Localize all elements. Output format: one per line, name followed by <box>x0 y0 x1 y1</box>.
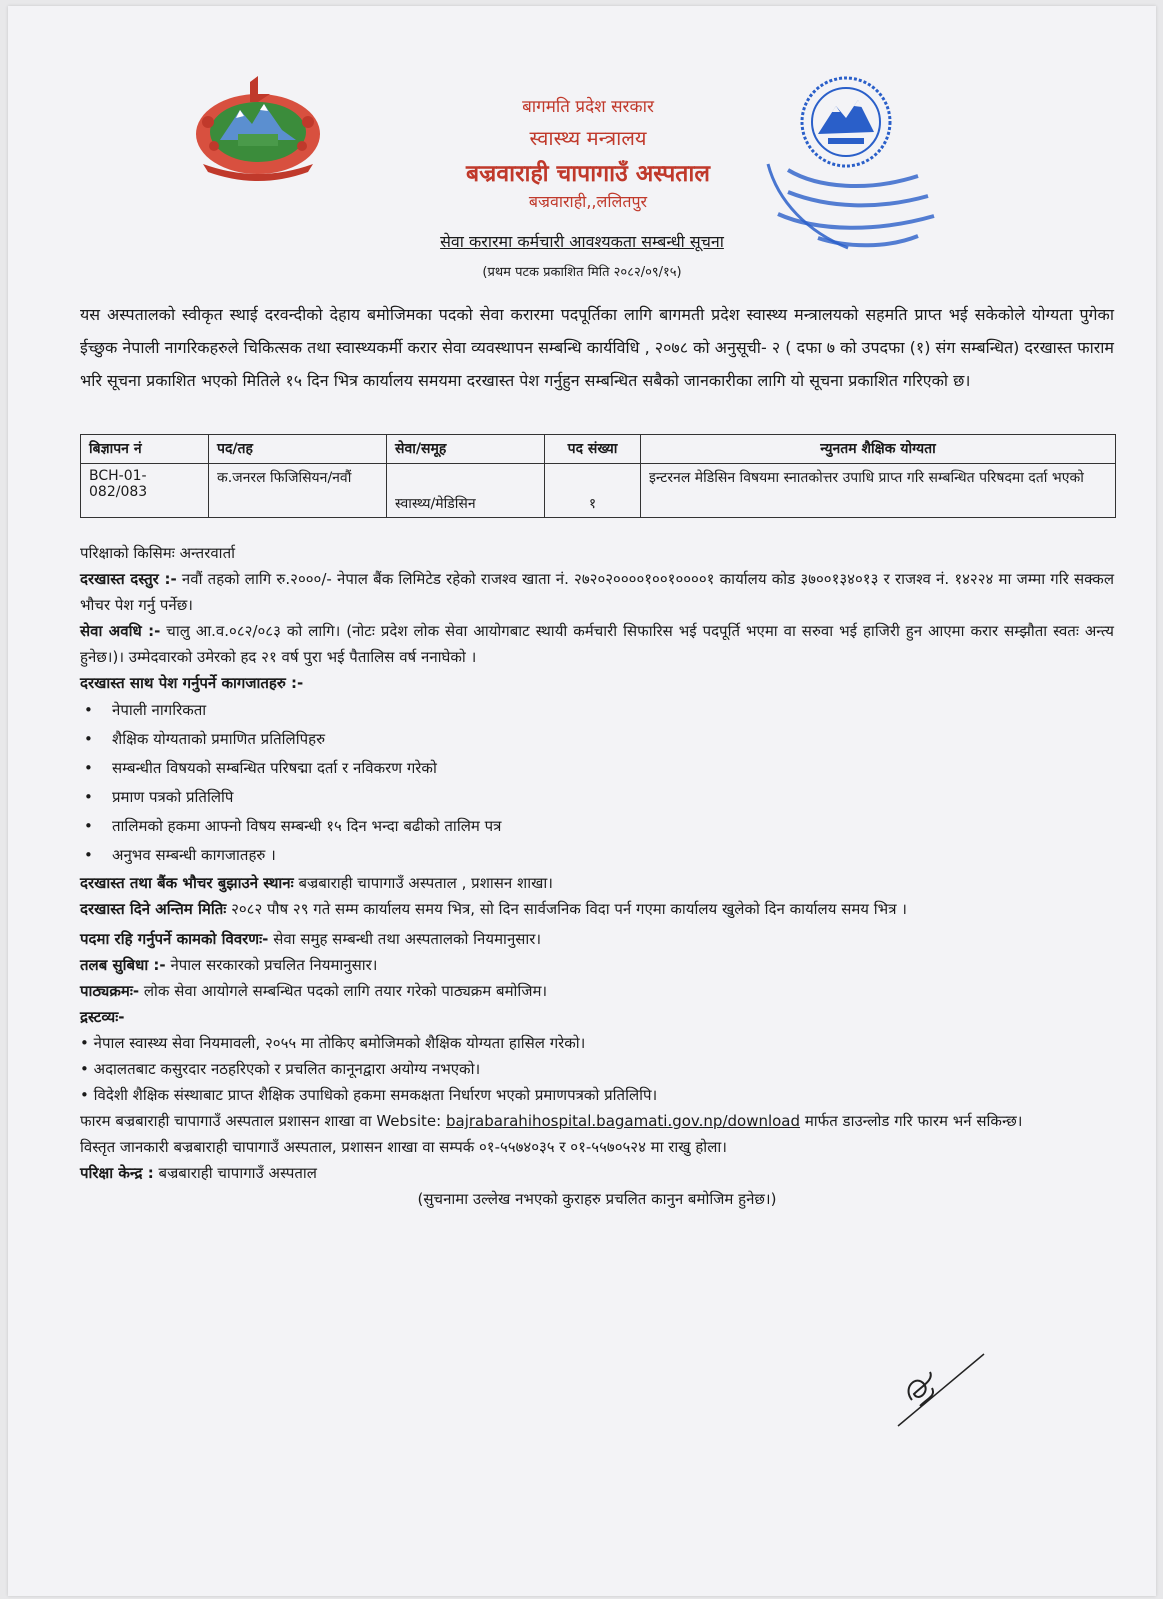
cell-qualification: इन्टरनल मेडिसिन विषयमा स्नातकोत्तर उपाधि प्राप्त गरि सम्बन्धित परिषदमा दर्ता भएको <box>641 464 1116 518</box>
col-post: पद/तह <box>209 435 387 464</box>
list-item: • नेपाल स्वास्थ्य सेवा नियमावली, २०५५ मा तोकिए बमोजिमको शैक्षिक योग्यता हासिल गरेको। <box>80 1034 586 1052</box>
notes-heading: द्रस्टव्यः- <box>80 1008 125 1026</box>
header-province: बागमति प्रदेश सरकार <box>522 97 654 117</box>
col-count: पद संख्या <box>545 435 641 464</box>
service-period: सेवा अवधि :- चालु आ.व.०८२/०८३ को लागि। (नोटः प्रदेश लोक सेवा आयोगबाट स्थायी कर्मचारी सिफारिस भई पदपूर्ति भएमा वा सरुवा भई हाजिरी हुन आएमा करार सम्झौता स्वतः अन्त्य हुनेछ।)। उम्मेदवारको उमेरको हद २१ वर्ष पुरा भई पैतालिस वर्ष ननाघेको । <box>80 622 1114 666</box>
table-header-row <box>81 435 1116 464</box>
exam-center: परिक्षा केन्द्र : बज्रबाराही चापागाउँ अस्पताल <box>80 1164 317 1182</box>
cell-ad-no: BCH-01-082/083 <box>81 464 209 518</box>
exam-type: परिक्षाको किसिमः अन्तरवार्ता <box>80 544 236 562</box>
vacancy-table <box>80 434 1116 518</box>
intro-paragraph: यस अस्पतालको स्वीकृत स्थाई दरवन्दीको देहाय बमोजिमका पदको सेवा करारमा पदपूर्तिका लागि बागमती प्रदेश स्वास्थ्य मन्त्रालयको सहमति प्राप्त भई सकेकोले योग्यता पुगेका ईच्छुक नेपाली नागरिकहरुले चिकित्सक तथा स्वास्थ्यकर्मी करार सेवा व्यवस्थापन सम्बन्धि कार्यविधि , २०७८ को अनुसूची- २ ( दफा ७ को उपदफा (१) संग सम्बन्धित) दरखास्त फाराम भरि सूचना प्रकाशित भएको मितिले १५ दिन भित्र कार्यालय समयमा दरखास्त पेश गर्नुहुन सम्बन्धित सबैको जानकारीका लागि यो सूचना प्रकाशित गरिएको छ। <box>80 305 1114 390</box>
cell-service: स्वास्थ्य/मेडिसिन <box>387 464 545 518</box>
list-item: • तालिमको हकमा आफ्नो विषय सम्बन्धी १५ दिन भन्दा बढीको तालिम पत्र <box>80 812 1114 841</box>
col-ad-no: बिज्ञापन नं <box>81 435 209 464</box>
table-row <box>81 464 1116 518</box>
cell-post: क.जनरल फिजिसियन/नवौं <box>209 464 387 518</box>
list-item: • सम्बन्धीत विषयको सम्बन्धित परिषद्मा दर्ता र नविकरण गरेको <box>80 754 1114 783</box>
list-item: • अदालतबाट कसुरदार नठहरिएको र प्रचलित कानूनद्वारा अयोग्य नभएको। <box>80 1060 481 1078</box>
col-qualification: न्युनतम शैक्षिक योग्यता <box>641 435 1116 464</box>
website-link[interactable]: bajrabarahihospital.bagamati.gov.np/download <box>446 1112 801 1130</box>
notes-list <box>80 1030 1114 1108</box>
header-hospital: बज्रवाराही चापागाउँ अस्पताल <box>466 161 710 187</box>
signature-icon <box>888 1326 998 1436</box>
documents-list <box>80 696 1114 870</box>
submit-place: दरखास्त तथा बैंक भौचर बुझाउने स्थानः बज्रबाराही चापागाउँ अस्पताल , प्रशासन शाखा। <box>80 874 553 892</box>
application-fee: दरखास्त दस्तुर :- नवौं तहको लागि रु.२०००/- नेपाल बैंक लिमिटेड रहेको राजश्व खाता नं. २७२०२००००१००१००००१ कार्यालय कोड ३७००१३४०१३ र राजश्व नं. १४२२४ मा जम्मा गरि सक्कल भौचर पेश गर्नु पर्नेछ। <box>80 570 1114 614</box>
documents-heading: दरखास्त साथ पेश गर्नुपर्ने कागजातहरु :- <box>80 674 304 692</box>
notice-page <box>8 6 1156 1596</box>
deadline: दरखास्त दिने अन्तिम मितिः २०८२ पौष २९ गते सम्म कार्यालय समय भित्र, सो दिन सार्वजनिक विदा पर्न गएमा कार्यालय खुलेको दिन कार्यालय समय भित्र । <box>80 900 907 918</box>
syllabus: पाठ्यक्रमः- लोक सेवा आयोगले सम्बन्धित पदको लागि तयार गरेको पाठ्यक्रम बमोजिम। <box>80 982 548 1000</box>
publication-date: (प्रथम पटक प्रकाशित मिति २०८२/०९/१५) <box>482 265 682 280</box>
footer-note: (सुचनामा उल्लेख नभएको कुराहरु प्रचलित कानुन बमोजिम हुनेछ।) <box>417 1190 777 1208</box>
contact-info: विस्तृत जानकारी बज्रबाराही चापागाउँ अस्पताल, प्रशासन शाखा वा सम्पर्क ०१-५५७४०३५ र ०१-५५७०५२४ मा राखु होला। <box>80 1138 727 1156</box>
notice-body <box>80 534 1114 1212</box>
job-description: पदमा रहि गर्नुपर्ने कामको विवरणः- सेवा समुह सम्बन्धी तथा अस्पतालको नियमानुसार। <box>80 930 542 948</box>
form-download: फारम बज्रबाराही चापागाउँ अस्पताल प्रशासन शाखा वा Website: bajrabarahihospital.bagamati.gov.np/download मार्फत डाउन्लोड गरि फारम भर्न सकिन्छ। <box>80 1112 1023 1130</box>
col-service: सेवा/समूह <box>387 435 545 464</box>
notice-subject: सेवा करारमा कर्मचारी आवश्यकता सम्बन्धी सूचना <box>440 232 724 251</box>
salary: तलब सुबिधा :- नेपाल सरकारको प्रचलित नियमानुसार। <box>80 956 378 974</box>
list-item: • विदेशी शैक्षिक संस्थाबाट प्राप्त शैक्षिक उपाधिको हकमा समकक्षता निर्धारण भएको प्रमाणपत्रको प्रतिलिपि। <box>80 1086 658 1104</box>
list-item: • अनुभव सम्बन्धी कागजातहरु । <box>80 841 1114 870</box>
list-item: • नेपाली नागरिकता <box>80 696 1114 725</box>
header-ministry: स्वास्थ्य मन्त्रालय <box>529 126 647 150</box>
header-address: बज्रवाराही,,ललितपुर <box>528 192 648 211</box>
list-item: • शैक्षिक योग्यताको प्रमाणित प्रतिलिपिहरु <box>80 725 1114 754</box>
cell-count: १ <box>545 464 641 518</box>
list-item: • प्रमाण पत्रको प्रतिलिपि <box>80 783 1114 812</box>
